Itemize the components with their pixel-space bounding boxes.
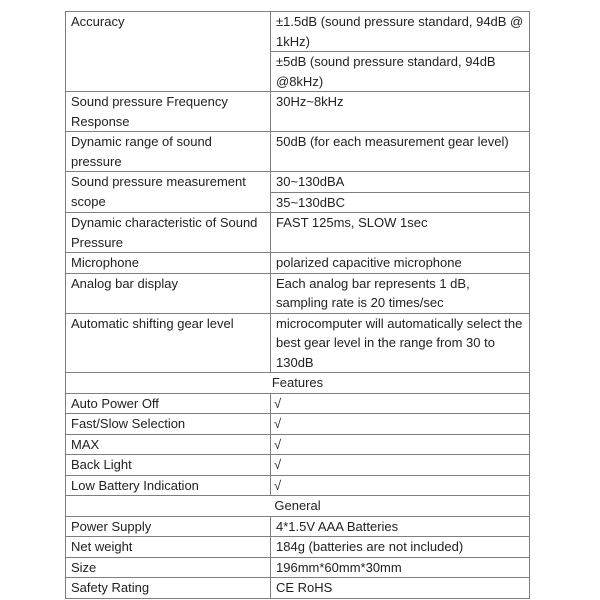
check-mark-icon: √ xyxy=(271,414,530,435)
check-mark-icon: √ xyxy=(271,455,530,476)
table-row xyxy=(66,393,530,414)
check-mark-icon: √ xyxy=(271,393,530,414)
table-row xyxy=(66,172,530,193)
feature-label: MAX xyxy=(66,434,271,455)
general-value: 184g (batteries are not included) xyxy=(271,537,530,558)
spec-label: Accuracy xyxy=(66,12,271,92)
table-row xyxy=(66,455,530,476)
general-value: 4*1.5V AAA Batteries xyxy=(271,516,530,537)
table-row xyxy=(66,414,530,435)
check-mark-icon: √ xyxy=(271,475,530,496)
table-row xyxy=(66,273,530,313)
spec-value: microcomputer will automatically select the best gear level in the range from 30 to 130dB xyxy=(271,313,530,373)
feature-label: Auto Power Off xyxy=(66,393,271,414)
table-row xyxy=(66,253,530,274)
general-label: Net weight xyxy=(66,537,271,558)
table-row xyxy=(66,92,530,132)
table-row xyxy=(66,132,530,172)
spec-value: 30Hz~8kHz xyxy=(271,92,530,132)
section-header-row xyxy=(66,373,530,394)
spec-label: Microphone xyxy=(66,253,271,274)
general-header: General xyxy=(66,496,530,517)
spec-value: 50dB (for each measurement gear level) xyxy=(271,132,530,172)
table-row xyxy=(66,537,530,558)
general-label: Power Supply xyxy=(66,516,271,537)
check-mark-icon: √ xyxy=(271,434,530,455)
spec-label: Sound pressure measurement scope xyxy=(66,172,271,213)
spec-value: FAST 125ms, SLOW 1sec xyxy=(271,213,530,253)
general-value: CE RoHS xyxy=(271,578,530,599)
table-row xyxy=(66,475,530,496)
spec-sheet xyxy=(65,11,530,599)
general-label: Size xyxy=(66,557,271,578)
spec-value: polarized capacitive microphone xyxy=(271,253,530,274)
feature-label: Fast/Slow Selection xyxy=(66,414,271,435)
spec-value: 35~130dBC xyxy=(271,192,530,213)
feature-label: Back Light xyxy=(66,455,271,476)
table-row xyxy=(66,578,530,599)
table-row xyxy=(66,12,530,52)
table-row xyxy=(66,434,530,455)
general-value: 196mm*60mm*30mm xyxy=(271,557,530,578)
section-header-row xyxy=(66,496,530,517)
spec-label: Analog bar display xyxy=(66,273,271,313)
features-header: Features xyxy=(66,373,530,394)
spec-value: ±1.5dB (sound pressure standard, 94dB @ 1kHz) xyxy=(271,12,530,52)
spec-label: Automatic shifting gear level xyxy=(66,313,271,373)
table-row xyxy=(66,516,530,537)
spec-value: ±5dB (sound pressure standard, 94dB @8kHz) xyxy=(271,52,530,92)
spec-label: Sound pressure Frequency Response xyxy=(66,92,271,132)
spec-label: Dynamic range of sound pressure xyxy=(66,132,271,172)
spec-table xyxy=(65,11,530,599)
general-label: Safety Rating xyxy=(66,578,271,599)
spec-value: 30~130dBA xyxy=(271,172,530,193)
table-row xyxy=(66,557,530,578)
table-row xyxy=(66,313,530,373)
table-row xyxy=(66,213,530,253)
spec-value: Each analog bar represents 1 dB, sampling rate is 20 times/sec xyxy=(271,273,530,313)
spec-label: Dynamic characteristic of Sound Pressure xyxy=(66,213,271,253)
feature-label: Low Battery Indication xyxy=(66,475,271,496)
